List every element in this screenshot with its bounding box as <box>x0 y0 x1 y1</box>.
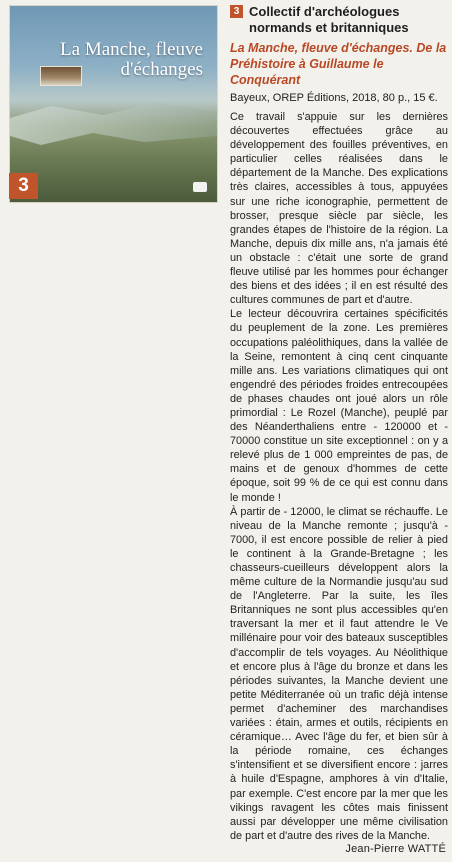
review-column <box>230 4 448 843</box>
publication-details: Bayeux, OREP Éditions, 2018, 80 p., 15 €. <box>230 92 438 104</box>
entry-header <box>230 4 448 36</box>
cover-number-badge: 3 <box>9 173 38 199</box>
cover-coastline-shape <box>10 94 217 154</box>
review-body <box>230 110 448 843</box>
review-signature: Jean-Pierre WATTÉ <box>345 843 446 855</box>
paragraph-2: Le lecteur découvrira certaines spécificités du peuplement de la zone. Les premières occupations paléolithiques, dans la vallée de la Seine, remontent à cinq cent cinquante mille ans. Les variations climatiques qui ont engendré des périodes froides entrecoupées de phases chaudes ont joué alors un rôle primordial : Le Rozel (Manche), peuplé par des Néanderthaliens entre - 120000 et - 70000 constitue un site exceptionnel : on y a relevé plus de 1 000 empreintes de pas, de mains et de genoux d'hommes de cette époque, soit 99 % de ce qui est connu dans le monde ! <box>230 308 448 504</box>
entry-number-badge: 3 <box>230 5 243 18</box>
book-title: La Manche, fleuve d'échanges. De la Préhistoire à Guillaume le Conquérant <box>230 41 447 87</box>
paragraph-1: Ce travail s'appuie sur les dernières découvertes effectuées grâce au développement des fouilles préventives, en particulier celles réalisées dans le département de la Manche. Des explications très claires, accessibles à tous, appuyées sur une riche iconographie, permettent de brosser, presque siècle par siècle, les grandes étapes de l'histoire de la région. La Manche, depuis dix mille ans, n'a jamais été un obstacle : c'était une sorte de grand fleuve utilisé par les hommes pour échanger des biens et des idées ; il en est résulté des cultures communes de part et d'autre. <box>230 111 448 307</box>
publisher-logo-icon <box>193 182 207 192</box>
cover-title: La Manche, fleuve d'échanges <box>60 39 203 80</box>
book-cover-image <box>9 5 218 203</box>
paragraph-3: À partir de - 12000, le climat se réchauffe. Le niveau de la Manche remonte ; jusqu'à - 7000, il est encore possible de relier à pied le continent à la Grande-Bretagne ; les chasseurs-cueilleurs développent alors la même culture de la Normandie jusqu'au sud de l'Angleterre. Par la suite, les îles Britanniques ne sont plus accessibles qu'en traversant la mer et il faut attendre le Ve millénaire pour voir des bateaux susceptibles d'accomplir de tels voyages. Au Néolithique et encore plus à l'âge du bronze et dans les périodes suivantes, la Manche devient une petite Méditerranée où un trafic déjà intense permet d'acheminer des marchandises variées : étain, armes et outils, récipients en céramique… Avec l'âge du fer, et bien sûr à la période romaine, ces échanges s'intensifient et se diversifient encore : jarres à huile d'Espagne, amphores à vin d'Italie, par exemple. C'est encore par la mer que les vikings ravagent les côtes mais finissent aussi par développer une même civilisation de part et d'autre des rives de la Manche. <box>230 505 448 842</box>
entry-author-title: Collectif d'archéologues normands et britanniques <box>249 4 409 35</box>
